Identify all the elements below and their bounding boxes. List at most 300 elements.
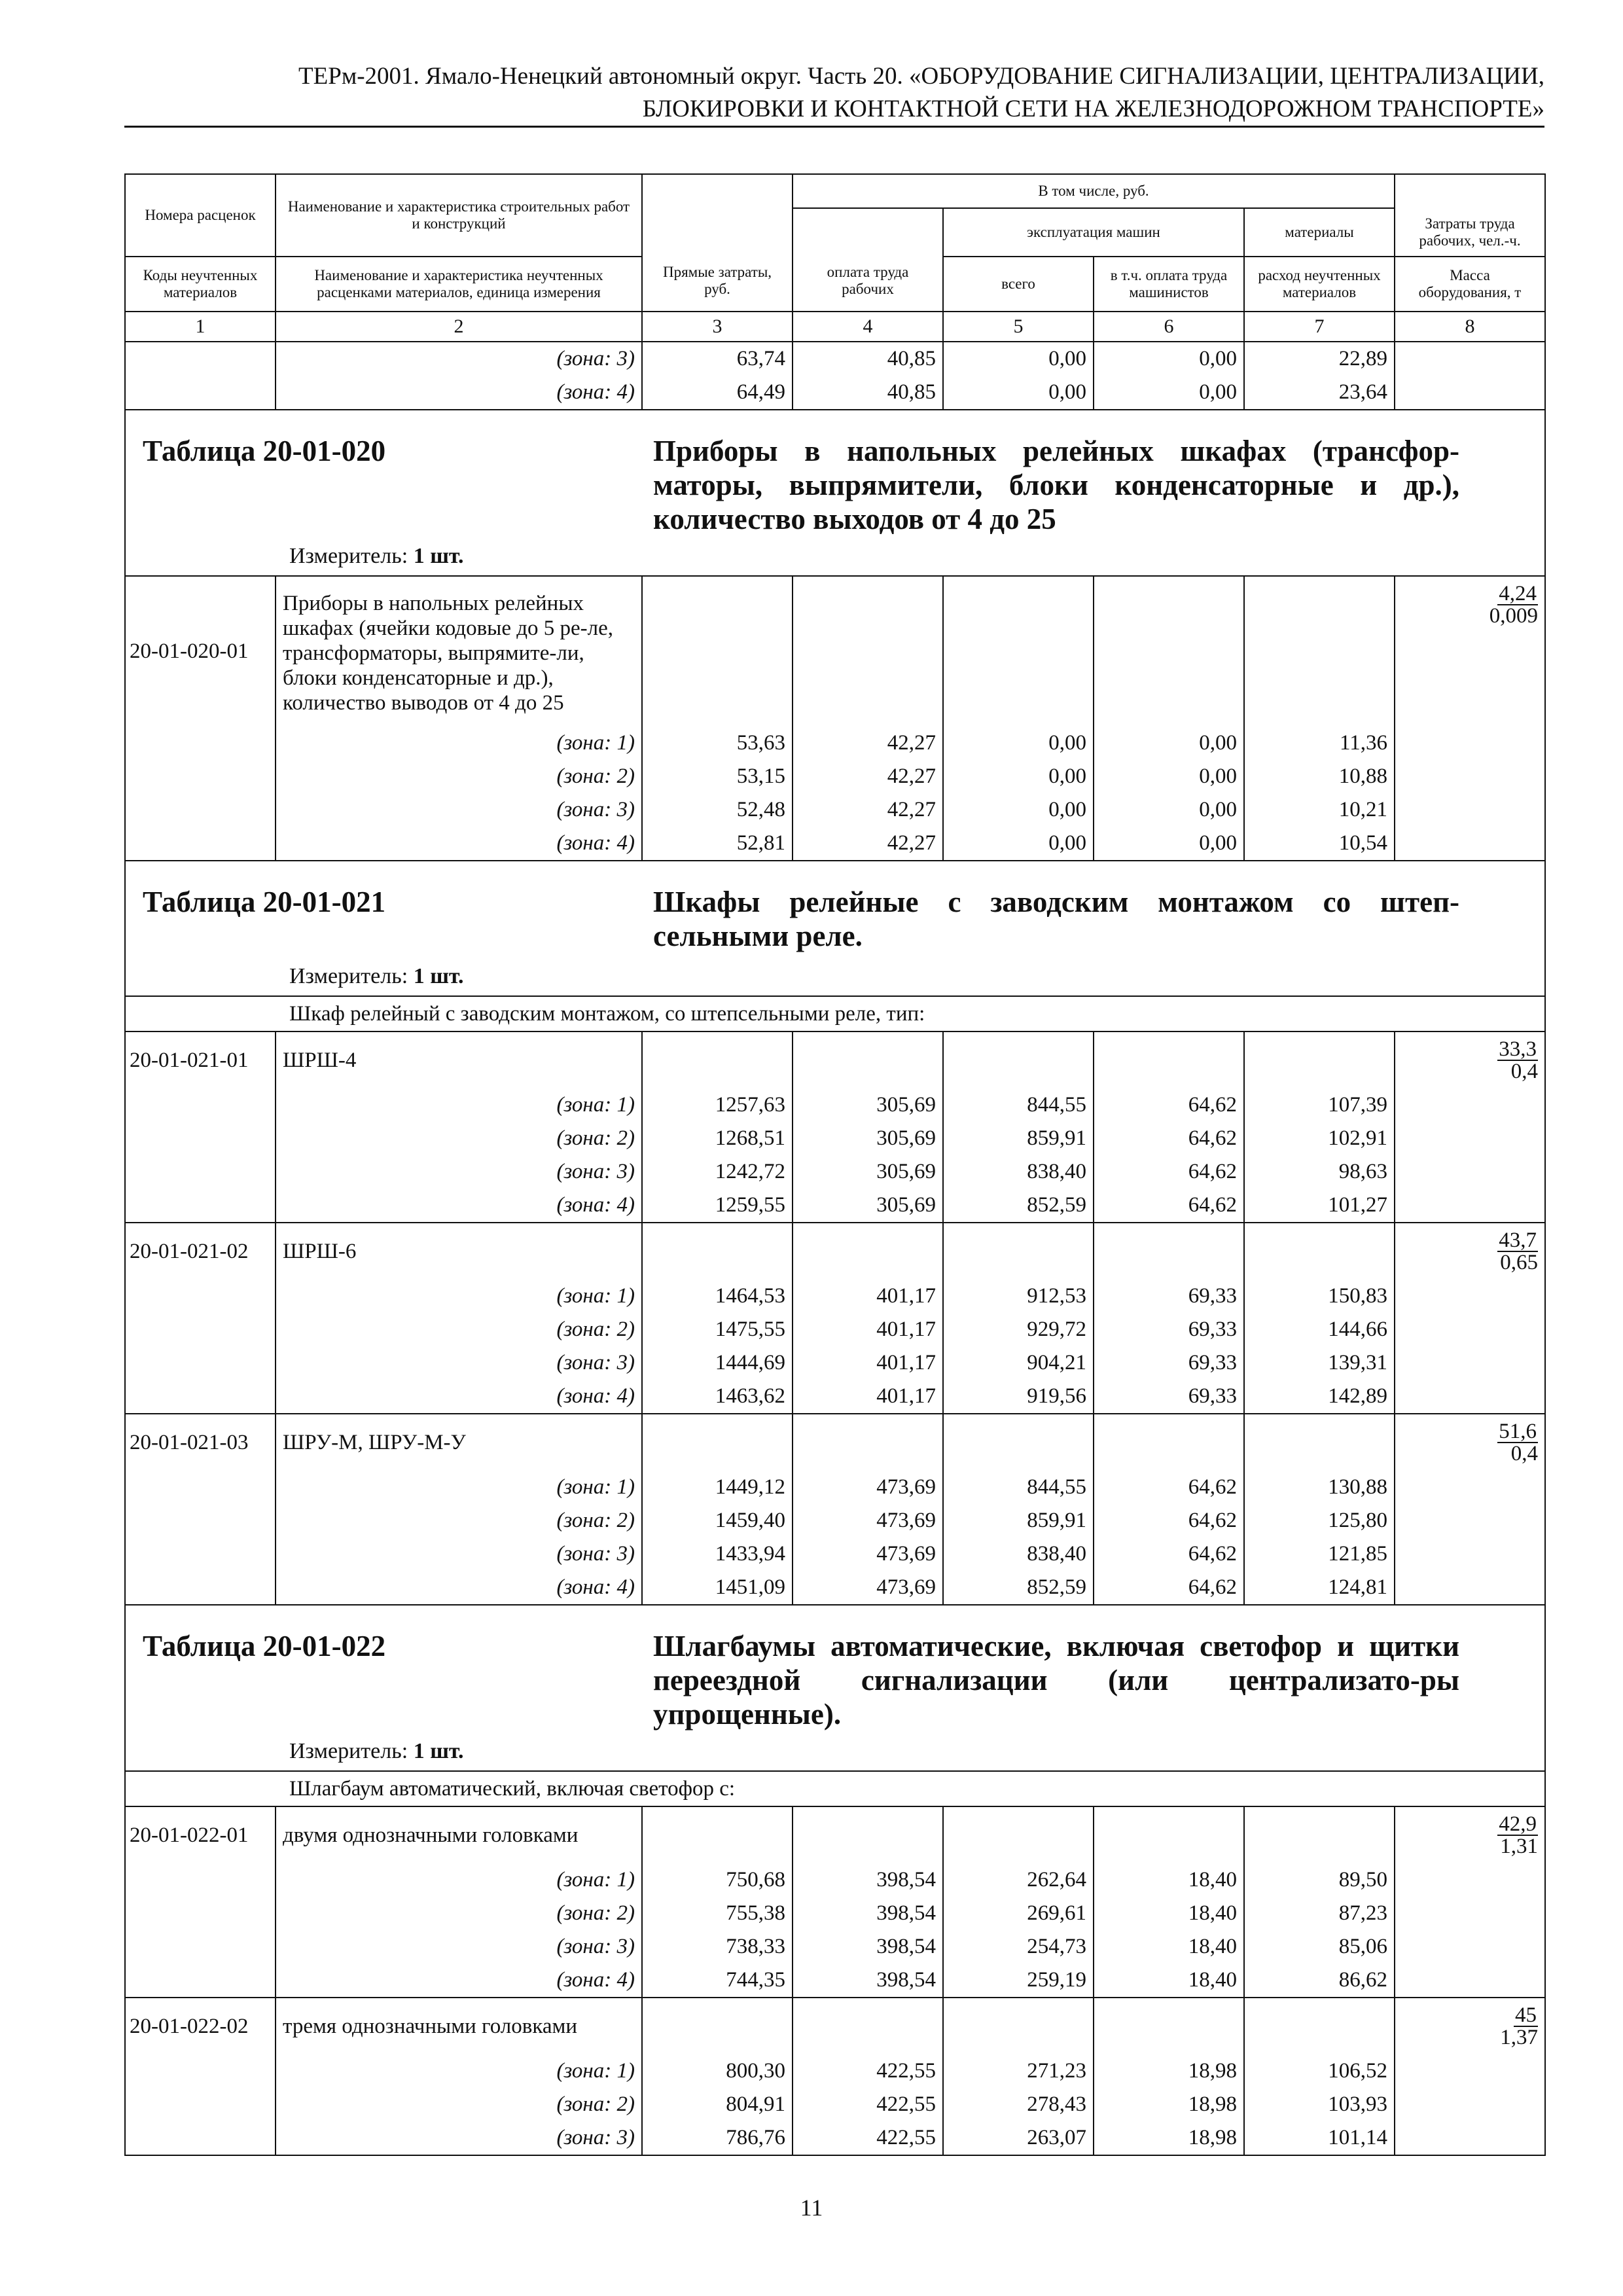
group-subtitle-row xyxy=(125,996,1545,1031)
wage-cost: 42,27 xyxy=(793,726,943,760)
unit-value: 1 шт. xyxy=(413,1739,464,1763)
machine-cost: 852,59 xyxy=(943,1189,1094,1223)
zone-row xyxy=(125,760,1545,793)
machinist-wage: 64,62 xyxy=(1094,1088,1244,1122)
machinist-wage: 0,00 xyxy=(1094,726,1244,760)
machine-cost: 844,55 xyxy=(943,1088,1094,1122)
group-subtitle: Шкаф релейный с заводским монтажом, со штепсельными реле, тип: xyxy=(125,996,1545,1031)
labor-value: 43,7 xyxy=(1499,1229,1537,1252)
labor-mass-fraction xyxy=(1395,1223,1545,1280)
mass-value: 0,65 xyxy=(1500,1251,1539,1274)
direct-cost: 52,81 xyxy=(642,827,793,861)
machine-cost: 904,21 xyxy=(943,1346,1094,1380)
empty-value-cell xyxy=(1094,1223,1244,1280)
zone-label: (зона: 3) xyxy=(276,2121,642,2155)
machinist-wage: 18,40 xyxy=(1094,1863,1244,1897)
empty-value-cell xyxy=(642,1223,793,1280)
machine-cost: 859,91 xyxy=(943,1122,1094,1155)
table-unit xyxy=(289,544,464,569)
direct-cost: 53,63 xyxy=(642,726,793,760)
table-heading-block xyxy=(126,861,1544,996)
empty-value-cell xyxy=(642,1998,793,2054)
empty-value-cell xyxy=(793,1031,943,1088)
page-number: 11 xyxy=(800,2195,823,2221)
machine-cost: 929,72 xyxy=(943,1313,1094,1346)
empty-value-cell xyxy=(943,1998,1094,2054)
empty-value-cell xyxy=(793,1414,943,1471)
wage-cost: 305,69 xyxy=(793,1189,943,1223)
col-number: 3 xyxy=(642,312,793,342)
rate-name: двумя однозначными головками xyxy=(276,1806,642,1863)
material-cost: 87,23 xyxy=(1244,1897,1395,1930)
col-materials-subheader: расход неучтенных материалов xyxy=(1244,257,1395,312)
material-cost: 10,88 xyxy=(1244,760,1395,793)
mass-value: 0,009 xyxy=(1489,604,1539,628)
empty-value-cell xyxy=(1244,1031,1395,1088)
labor-cell-empty xyxy=(1395,827,1545,861)
table-heading xyxy=(125,410,1545,576)
wage-cost: 398,54 xyxy=(793,1930,943,1964)
rate-row xyxy=(125,1414,1545,1471)
material-cost: 142,89 xyxy=(1244,1380,1395,1414)
empty-value-cell xyxy=(1244,1414,1395,1471)
empty-value-cell xyxy=(1094,1031,1244,1088)
rate-code: 20-01-020-01 xyxy=(125,576,276,726)
table-title: Шлагбаумы автоматические, включая светофор и щитки переездной сигнализации (или централизато-ры упрощенные). xyxy=(653,1630,1459,1731)
table-unit xyxy=(289,1739,464,1764)
empty-value-cell xyxy=(642,1414,793,1471)
rate-row xyxy=(125,1031,1545,1088)
rate-code: 20-01-021-03 xyxy=(125,1414,276,1471)
direct-cost: 804,91 xyxy=(642,2088,793,2121)
machinist-wage: 18,40 xyxy=(1094,1897,1244,1930)
col-mass-header: Масса оборудования, т xyxy=(1395,257,1545,312)
code-cell-empty xyxy=(125,1313,276,1346)
direct-cost: 750,68 xyxy=(642,1863,793,1897)
header-rule xyxy=(124,126,1544,128)
labor-value: 45 xyxy=(1515,2003,1537,2027)
wage-cost: 473,69 xyxy=(793,1504,943,1537)
machine-cost: 263,07 xyxy=(943,2121,1094,2155)
material-cost: 107,39 xyxy=(1244,1088,1395,1122)
code-cell-empty xyxy=(125,1504,276,1537)
rate-code: 20-01-021-02 xyxy=(125,1223,276,1280)
zone-label: (зона: 4) xyxy=(276,1380,642,1414)
rate-code: 20-01-022-02 xyxy=(125,1998,276,2054)
zone-row xyxy=(125,2054,1545,2088)
material-cost: 101,27 xyxy=(1244,1189,1395,1223)
code-cell-empty xyxy=(125,1346,276,1380)
empty-value-cell xyxy=(1244,576,1395,726)
material-cost: 150,83 xyxy=(1244,1280,1395,1313)
zone-row xyxy=(125,1155,1545,1189)
machine-cost: 259,19 xyxy=(943,1964,1094,1998)
table-heading-row xyxy=(125,410,1545,576)
machinist-wage: 64,62 xyxy=(1094,1155,1244,1189)
zone-row xyxy=(125,1897,1545,1930)
machinist-wage: 18,98 xyxy=(1094,2121,1244,2155)
zone-row xyxy=(125,1280,1545,1313)
wage-cost: 398,54 xyxy=(793,1964,943,1998)
col-labor-header: Затраты труда рабочих, чел.-ч. xyxy=(1395,174,1545,257)
labor-cell-empty xyxy=(1395,1537,1545,1571)
machine-cost: 0,00 xyxy=(943,726,1094,760)
code-cell-empty xyxy=(125,1189,276,1223)
direct-cost: 738,33 xyxy=(642,1930,793,1964)
material-cost: 10,54 xyxy=(1244,827,1395,861)
col-direct-header: Прямые затраты, руб. xyxy=(642,174,793,312)
zone-row xyxy=(125,726,1545,760)
empty-value-cell xyxy=(943,1223,1094,1280)
labor-mass-fraction xyxy=(1395,1806,1545,1863)
header-row-1 xyxy=(125,174,1545,208)
zone-label: (зона: 4) xyxy=(276,1964,642,1998)
machinist-wage: 18,40 xyxy=(1094,1964,1244,1998)
zone-label: (зона: 3) xyxy=(276,1537,642,1571)
wage-cost: 422,55 xyxy=(793,2121,943,2155)
labor-cell-empty xyxy=(1395,2121,1545,2155)
empty-value-cell xyxy=(943,576,1094,726)
machinist-wage: 64,62 xyxy=(1094,1504,1244,1537)
col-machines-header: эксплуатация машин xyxy=(943,208,1244,257)
direct-cost: 1242,72 xyxy=(642,1155,793,1189)
code-cell-empty xyxy=(125,793,276,827)
rate-name: ШРШ-6 xyxy=(276,1223,642,1280)
direct-cost: 63,74 xyxy=(642,342,793,376)
material-cost: 106,52 xyxy=(1244,2054,1395,2088)
zone-label: (зона: 2) xyxy=(276,1313,642,1346)
col-number: 2 xyxy=(276,312,642,342)
col-number: 7 xyxy=(1244,312,1395,342)
direct-cost: 52,48 xyxy=(642,793,793,827)
zone-label: (зона: 4) xyxy=(276,376,642,410)
col-wage-header: оплата труда рабочих xyxy=(793,208,943,312)
wage-cost: 305,69 xyxy=(793,1088,943,1122)
table-heading-block xyxy=(126,1605,1544,1770)
unit-label: Измеритель: xyxy=(289,1739,408,1763)
machinist-wage: 64,62 xyxy=(1094,1571,1244,1605)
labor-cell-empty xyxy=(1395,1346,1545,1380)
wage-cost: 401,17 xyxy=(793,1313,943,1346)
zone-label: (зона: 3) xyxy=(276,342,642,376)
machinist-wage: 69,33 xyxy=(1094,1380,1244,1414)
machinist-wage: 0,00 xyxy=(1094,793,1244,827)
labor-mass-fraction xyxy=(1395,1998,1545,2054)
zone-row xyxy=(125,1313,1545,1346)
zone-label: (зона: 1) xyxy=(276,1863,642,1897)
labor-cell-empty xyxy=(1395,793,1545,827)
zone-row xyxy=(125,827,1545,861)
labor-cell-empty xyxy=(1395,2088,1545,2121)
material-cost: 98,63 xyxy=(1244,1155,1395,1189)
zone-label: (зона: 2) xyxy=(276,1897,642,1930)
zone-row xyxy=(125,1088,1545,1122)
labor-cell-empty xyxy=(1395,342,1545,376)
material-cost: 102,91 xyxy=(1244,1122,1395,1155)
running-header xyxy=(124,60,1544,126)
col-number: 4 xyxy=(793,312,943,342)
zone-label: (зона: 4) xyxy=(276,827,642,861)
machinist-wage: 0,00 xyxy=(1094,827,1244,861)
zone-label: (зона: 1) xyxy=(276,726,642,760)
direct-cost: 1259,55 xyxy=(642,1189,793,1223)
labor-cell-empty xyxy=(1395,1088,1545,1122)
zone-row xyxy=(125,1346,1545,1380)
unit-value: 1 шт. xyxy=(413,544,464,568)
machine-cost: 859,91 xyxy=(943,1504,1094,1537)
machinist-wage: 64,62 xyxy=(1094,1537,1244,1571)
zone-row xyxy=(125,1571,1545,1605)
machinist-wage: 18,98 xyxy=(1094,2088,1244,2121)
code-cell-empty xyxy=(125,2054,276,2088)
direct-cost: 1459,40 xyxy=(642,1504,793,1537)
zone-label: (зона: 1) xyxy=(276,1471,642,1504)
material-cost: 139,31 xyxy=(1244,1346,1395,1380)
machinist-wage: 0,00 xyxy=(1094,760,1244,793)
zone-label: (зона: 3) xyxy=(276,1930,642,1964)
labor-cell-empty xyxy=(1395,1930,1545,1964)
labor-mass-fraction xyxy=(1395,1031,1545,1088)
labor-value: 4,24 xyxy=(1499,582,1537,605)
zone-label: (зона: 2) xyxy=(276,2088,642,2121)
code-cell-empty xyxy=(125,827,276,861)
machine-cost: 269,61 xyxy=(943,1897,1094,1930)
col-number: 1 xyxy=(125,312,276,342)
material-cost: 89,50 xyxy=(1244,1863,1395,1897)
code-cell-empty xyxy=(125,1380,276,1414)
column-numbers-row xyxy=(125,312,1545,342)
zone-label: (зона: 1) xyxy=(276,2054,642,2088)
wage-cost: 422,55 xyxy=(793,2054,943,2088)
group-subtitle: Шлагбаум автоматический, включая светофор с: xyxy=(125,1771,1545,1806)
rate-name: ШРУ-М, ШРУ-М-У xyxy=(276,1414,642,1471)
code-cell-empty xyxy=(125,760,276,793)
rate-row xyxy=(125,1806,1545,1863)
code-cell-empty xyxy=(125,342,276,376)
labor-cell-empty xyxy=(1395,1571,1545,1605)
table-number: Таблица 20-01-022 xyxy=(143,1630,386,1662)
labor-cell-empty xyxy=(1395,1155,1545,1189)
empty-value-cell xyxy=(793,1998,943,2054)
material-cost: 10,21 xyxy=(1244,793,1395,827)
unit-value: 1 шт. xyxy=(413,964,464,988)
col-number: 8 xyxy=(1395,312,1545,342)
direct-cost: 1257,63 xyxy=(642,1088,793,1122)
machinist-wage: 64,62 xyxy=(1094,1122,1244,1155)
code-cell-empty xyxy=(125,1280,276,1313)
rate-name: ШРШ-4 xyxy=(276,1031,642,1088)
labor-cell-empty xyxy=(1395,1504,1545,1537)
unit-label: Измеритель: xyxy=(289,964,408,988)
zone-row xyxy=(125,2121,1545,2155)
zone-row xyxy=(125,1863,1545,1897)
rate-name: Приборы в напольных релейных шкафах (ячейки кодовые до 5 ре-ле, трансформаторы, выпрямите-ли, блоки конденсаторные и др.), количество выводов от 4 до 25 xyxy=(276,576,642,726)
col-number: 6 xyxy=(1094,312,1244,342)
col-name-header: Наименование и характеристика строительных работ и конструкций xyxy=(276,174,642,257)
direct-cost: 800,30 xyxy=(642,2054,793,2088)
wage-cost: 42,27 xyxy=(793,760,943,793)
col-total-header: всего xyxy=(943,257,1094,312)
labor-value: 42,9 xyxy=(1499,1812,1537,1836)
wage-cost: 473,69 xyxy=(793,1471,943,1504)
labor-cell-empty xyxy=(1395,1863,1545,1897)
machinist-wage: 0,00 xyxy=(1094,342,1244,376)
table-heading-row xyxy=(125,861,1545,996)
code-cell-empty xyxy=(125,1088,276,1122)
labor-cell-empty xyxy=(1395,1280,1545,1313)
machine-cost: 844,55 xyxy=(943,1471,1094,1504)
rate-row xyxy=(125,1998,1545,2054)
direct-cost: 744,35 xyxy=(642,1964,793,1998)
machine-cost: 0,00 xyxy=(943,827,1094,861)
labor-cell-empty xyxy=(1395,1313,1545,1346)
group-subtitle-row xyxy=(125,1771,1545,1806)
empty-value-cell xyxy=(1244,1998,1395,2054)
labor-cell-empty xyxy=(1395,1189,1545,1223)
table-title: Приборы в напольных релейных шкафах (трансфор-маторы, выпрямители, блоки конденсаторные и др.), количество выходов от 4 до 25 xyxy=(653,435,1459,535)
wage-cost: 305,69 xyxy=(793,1155,943,1189)
material-cost: 121,85 xyxy=(1244,1537,1395,1571)
labor-cell-empty xyxy=(1395,1471,1545,1504)
labor-mass-fraction xyxy=(1395,1414,1545,1471)
labor-cell-empty xyxy=(1395,1964,1545,1998)
machinist-wage: 69,33 xyxy=(1094,1280,1244,1313)
wage-cost: 473,69 xyxy=(793,1571,943,1605)
empty-value-cell xyxy=(1244,1806,1395,1863)
code-cell-empty xyxy=(125,376,276,410)
empty-value-cell xyxy=(642,576,793,726)
direct-cost: 1475,55 xyxy=(642,1313,793,1346)
table-number: Таблица 20-01-021 xyxy=(143,886,386,918)
col-incl-header: В том числе, руб. xyxy=(793,174,1395,208)
direct-cost: 1451,09 xyxy=(642,1571,793,1605)
rate-row xyxy=(125,1223,1545,1280)
wage-cost: 42,27 xyxy=(793,793,943,827)
empty-value-cell xyxy=(1244,1223,1395,1280)
zone-label: (зона: 4) xyxy=(276,1571,642,1605)
empty-value-cell xyxy=(943,1806,1094,1863)
labor-cell-empty xyxy=(1395,760,1545,793)
labor-cell-empty xyxy=(1395,1122,1545,1155)
zone-label: (зона: 4) xyxy=(276,1189,642,1223)
direct-cost: 1433,94 xyxy=(642,1537,793,1571)
code-cell-empty xyxy=(125,726,276,760)
wage-cost: 422,55 xyxy=(793,2088,943,2121)
code-cell-empty xyxy=(125,1930,276,1964)
machinist-wage: 0,00 xyxy=(1094,376,1244,410)
machinist-wage: 18,40 xyxy=(1094,1930,1244,1964)
empty-value-cell xyxy=(793,1223,943,1280)
labor-value: 33,3 xyxy=(1499,1037,1537,1061)
running-header-line-1: ТЕРм-2001. Ямало-Ненецкий автономный округ. Часть 20. «ОБОРУДОВАНИЕ СИГНАЛИЗАЦИИ, ЦЕНТРАЛИЗАЦИИ, xyxy=(298,63,1544,90)
material-cost: 124,81 xyxy=(1244,1571,1395,1605)
machinist-wage: 69,33 xyxy=(1094,1313,1244,1346)
machine-cost: 852,59 xyxy=(943,1571,1094,1605)
direct-cost: 1449,12 xyxy=(642,1471,793,1504)
wage-cost: 398,54 xyxy=(793,1863,943,1897)
material-cost: 130,88 xyxy=(1244,1471,1395,1504)
labor-cell-empty xyxy=(1395,376,1545,410)
zone-row xyxy=(125,1471,1545,1504)
material-cost: 22,89 xyxy=(1244,342,1395,376)
labor-mass-fraction xyxy=(1395,576,1545,726)
code-cell-empty xyxy=(125,1471,276,1504)
zone-row xyxy=(125,1504,1545,1537)
labor-value: 51,6 xyxy=(1499,1420,1537,1443)
zone-row xyxy=(125,1537,1545,1571)
material-cost: 11,36 xyxy=(1244,726,1395,760)
machine-cost: 0,00 xyxy=(943,342,1094,376)
code-cell-empty xyxy=(125,2088,276,2121)
zone-row xyxy=(125,2088,1545,2121)
wage-cost: 40,85 xyxy=(793,342,943,376)
wage-cost: 401,17 xyxy=(793,1280,943,1313)
material-cost: 86,62 xyxy=(1244,1964,1395,1998)
table-number: Таблица 20-01-020 xyxy=(143,435,386,467)
direct-cost: 1464,53 xyxy=(642,1280,793,1313)
wage-cost: 398,54 xyxy=(793,1897,943,1930)
code-cell-empty xyxy=(125,1155,276,1189)
machine-cost: 262,64 xyxy=(943,1863,1094,1897)
zone-row xyxy=(125,1189,1545,1223)
direct-cost: 1268,51 xyxy=(642,1122,793,1155)
code-cell-empty xyxy=(125,1537,276,1571)
code-cell-empty xyxy=(125,1964,276,1998)
direct-cost: 1463,62 xyxy=(642,1380,793,1414)
material-cost: 125,80 xyxy=(1244,1504,1395,1537)
machinist-wage: 69,33 xyxy=(1094,1346,1244,1380)
rate-name: тремя однозначными головками xyxy=(276,1998,642,2054)
machinist-wage: 64,62 xyxy=(1094,1189,1244,1223)
direct-cost: 786,76 xyxy=(642,2121,793,2155)
zone-label: (зона: 3) xyxy=(276,1155,642,1189)
zone-label: (зона: 3) xyxy=(276,1346,642,1380)
wage-cost: 473,69 xyxy=(793,1537,943,1571)
zone-label: (зона: 1) xyxy=(276,1280,642,1313)
col-name-subheader: Наименование и характеристика неучтенных расценками материалов, единица измерения xyxy=(276,257,642,312)
empty-value-cell xyxy=(1094,1806,1244,1863)
labor-cell-empty xyxy=(1395,726,1545,760)
table-heading xyxy=(125,861,1545,996)
material-cost: 103,93 xyxy=(1244,2088,1395,2121)
direct-cost: 755,38 xyxy=(642,1897,793,1930)
table-heading xyxy=(125,1605,1545,1771)
empty-value-cell xyxy=(793,576,943,726)
table-title: Шкафы релейные с заводским монтажом со штеп-сельными реле. xyxy=(653,886,1459,952)
col-codes-subheader: Коды неучтенных материалов xyxy=(125,257,276,312)
zone-row xyxy=(125,1964,1545,1998)
zone-label: (зона: 2) xyxy=(276,1122,642,1155)
zone-label: (зона: 2) xyxy=(276,1504,642,1537)
wage-cost: 401,17 xyxy=(793,1380,943,1414)
unit-label: Измеритель: xyxy=(289,544,408,568)
wage-cost: 401,17 xyxy=(793,1346,943,1380)
direct-cost: 64,49 xyxy=(642,376,793,410)
empty-value-cell xyxy=(943,1414,1094,1471)
mass-value: 0,4 xyxy=(1510,1442,1539,1465)
machine-cost: 278,43 xyxy=(943,2088,1094,2121)
zone-label: (зона: 1) xyxy=(276,1088,642,1122)
code-cell-empty xyxy=(125,2121,276,2155)
machinist-wage: 64,62 xyxy=(1094,1471,1244,1504)
zone-row xyxy=(125,1380,1545,1414)
labor-cell-empty xyxy=(1395,1380,1545,1414)
empty-value-cell xyxy=(943,1031,1094,1088)
empty-value-cell xyxy=(793,1806,943,1863)
table-unit xyxy=(289,964,464,989)
zone-label: (зона: 2) xyxy=(276,760,642,793)
machine-cost: 271,23 xyxy=(943,2054,1094,2088)
